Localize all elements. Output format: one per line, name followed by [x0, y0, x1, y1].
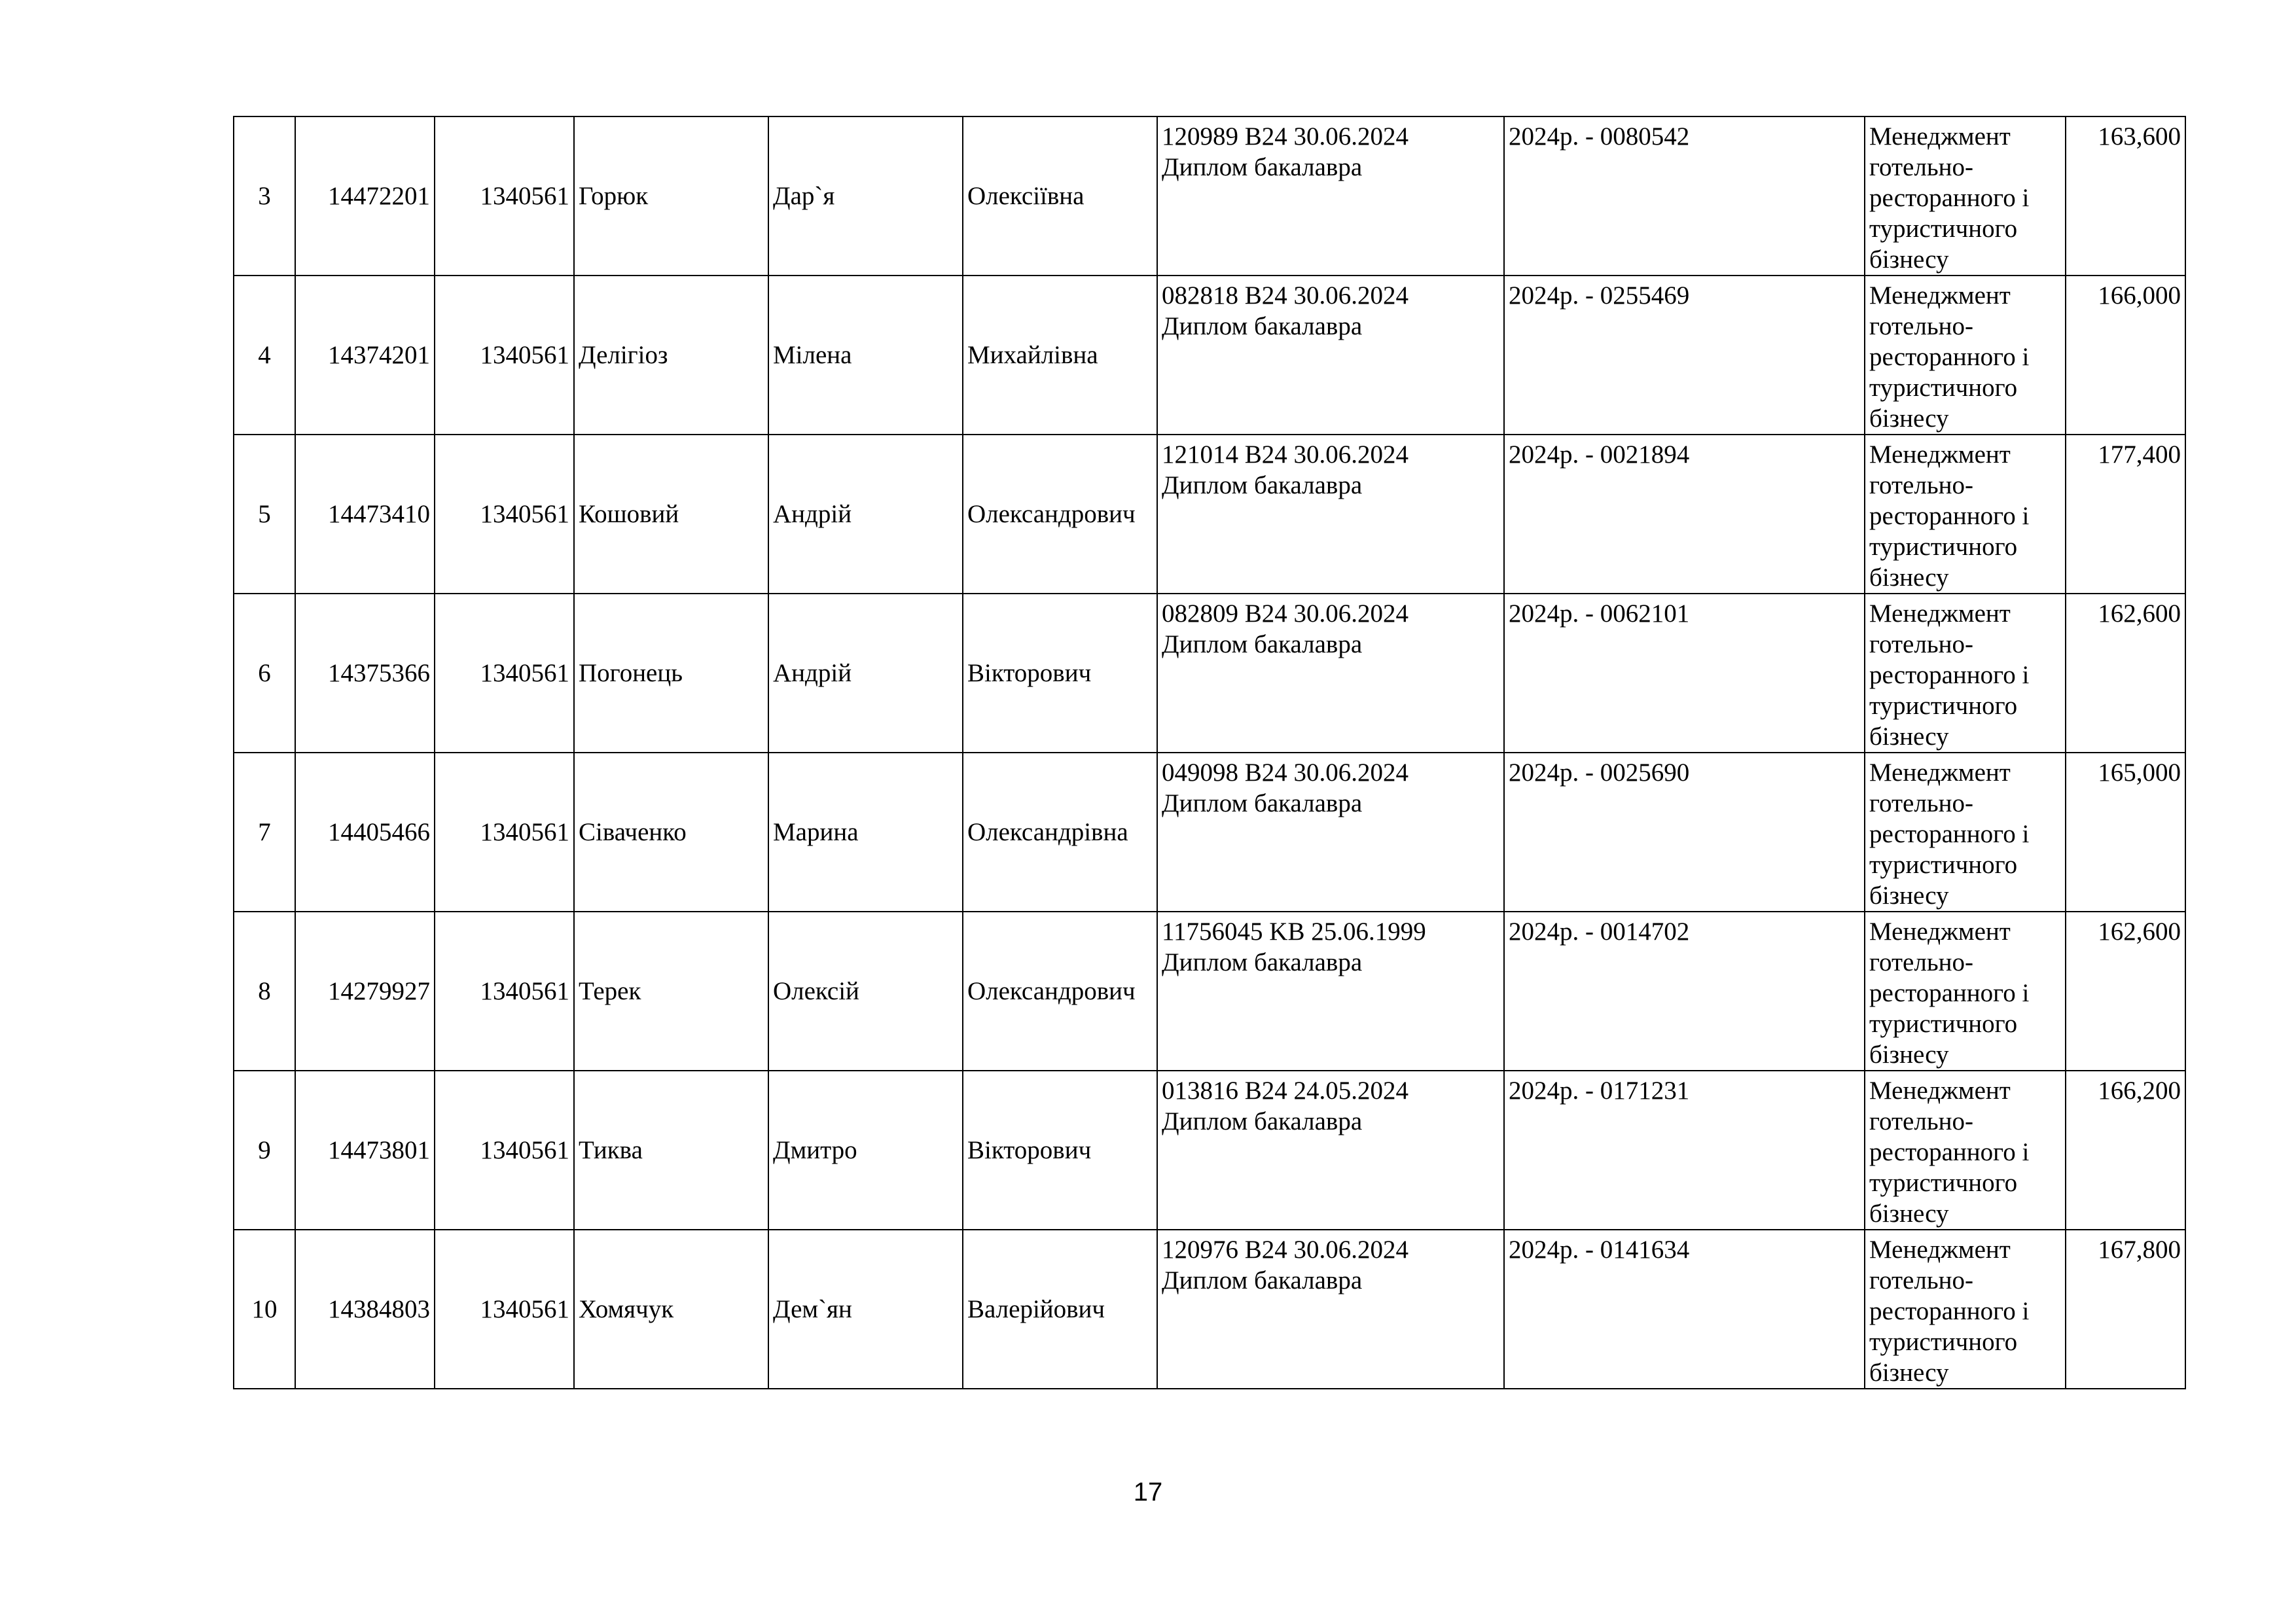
- table-row: [234, 435, 2185, 594]
- offer-code-cell: 1340561: [435, 594, 574, 753]
- offer-code-cell: 1340561: [435, 1071, 574, 1230]
- patronymic-cell: Вікторович: [963, 1071, 1157, 1230]
- certificate-cell: 2024р. - 0255469: [1504, 276, 1865, 435]
- person-id-cell: 14473410: [295, 435, 435, 594]
- patronymic-cell: Олександрівна: [963, 753, 1157, 912]
- document-cell: [1157, 276, 1504, 435]
- program-line: ресторанного і: [1869, 1138, 2030, 1166]
- program-line: бізнесу: [1869, 882, 1949, 910]
- row-number-cell: 8: [234, 912, 295, 1071]
- row-number-cell: 9: [234, 1071, 295, 1230]
- program-cell: [1865, 1071, 2066, 1230]
- first-name-cell: Дмитро: [768, 1071, 963, 1230]
- program-cell: [1865, 1230, 2066, 1389]
- program-line: Менеджмент: [1869, 1077, 2011, 1105]
- program-line: бізнесу: [1869, 245, 1949, 274]
- person-id-cell: 14375366: [295, 594, 435, 753]
- program-line: Менеджмент: [1869, 758, 2011, 787]
- program-cell: [1865, 912, 2066, 1071]
- certificate-cell: 2024р. - 0080542: [1504, 116, 1865, 276]
- patronymic-cell: Олексіївна: [963, 116, 1157, 276]
- person-id-cell: 14473801: [295, 1071, 435, 1230]
- offer-code-cell: 1340561: [435, 753, 574, 912]
- score-cell: 177,400: [2066, 435, 2185, 594]
- program-line: готельно-: [1869, 789, 1973, 817]
- document-type: Диплом бакалавра: [1162, 1266, 1363, 1294]
- program-line: ресторанного і: [1869, 343, 2030, 371]
- document-cell: [1157, 1230, 1504, 1389]
- document-cell: [1157, 435, 1504, 594]
- program-line: Менеджмент: [1869, 122, 2011, 151]
- program-line: ресторанного і: [1869, 1297, 2030, 1325]
- first-name-cell: Андрій: [768, 594, 963, 753]
- surname-cell: Тиква: [574, 1071, 768, 1230]
- program-line: Менеджмент: [1869, 440, 2011, 469]
- program-cell: [1865, 116, 2066, 276]
- document-number: 013816 В24 24.05.2024: [1162, 1077, 1409, 1105]
- document-cell: [1157, 753, 1504, 912]
- table-row: [234, 116, 2185, 276]
- surname-cell: Делігіоз: [574, 276, 768, 435]
- program-line: ресторанного і: [1869, 979, 2030, 1007]
- offer-code-cell: 1340561: [435, 912, 574, 1071]
- program-line: Менеджмент: [1869, 281, 2011, 310]
- person-id-cell: 14279927: [295, 912, 435, 1071]
- program-line: туристичного: [1869, 1169, 2018, 1197]
- program-line: Менеджмент: [1869, 599, 2011, 628]
- person-id-cell: 14472201: [295, 116, 435, 276]
- surname-cell: Горюк: [574, 116, 768, 276]
- row-number-cell: 3: [234, 116, 295, 276]
- row-number-cell: 7: [234, 753, 295, 912]
- first-name-cell: Дар`я: [768, 116, 963, 276]
- score-cell: 166,200: [2066, 1071, 2185, 1230]
- surname-cell: Терек: [574, 912, 768, 1071]
- document-number: 120976 В24 30.06.2024: [1162, 1236, 1409, 1264]
- surname-cell: Кошовий: [574, 435, 768, 594]
- program-cell: [1865, 276, 2066, 435]
- program-cell: [1865, 753, 2066, 912]
- document-type: Диплом бакалавра: [1162, 948, 1363, 976]
- applicants-table: [233, 116, 2186, 1389]
- document-type: Диплом бакалавра: [1162, 630, 1363, 658]
- document-cell: [1157, 116, 1504, 276]
- patronymic-cell: Олександрович: [963, 435, 1157, 594]
- table-row: [234, 276, 2185, 435]
- certificate-cell: 2024р. - 0141634: [1504, 1230, 1865, 1389]
- page-number: 17: [1133, 1478, 1163, 1507]
- program-cell: [1865, 435, 2066, 594]
- program-line: бізнесу: [1869, 563, 1949, 592]
- program-line: готельно-: [1869, 1266, 1973, 1294]
- document-cell: [1157, 594, 1504, 753]
- row-number-cell: 6: [234, 594, 295, 753]
- program-line: туристичного: [1869, 851, 2018, 879]
- document-number: 049098 В24 30.06.2024: [1162, 758, 1409, 787]
- offer-code-cell: 1340561: [435, 116, 574, 276]
- first-name-cell: Андрій: [768, 435, 963, 594]
- table-row: [234, 1071, 2185, 1230]
- offer-code-cell: 1340561: [435, 435, 574, 594]
- program-line: Менеджмент: [1869, 1236, 2011, 1264]
- program-line: туристичного: [1869, 1328, 2018, 1356]
- certificate-cell: 2024р. - 0021894: [1504, 435, 1865, 594]
- program-line: готельно-: [1869, 1107, 1973, 1135]
- program-line: ресторанного і: [1869, 820, 2030, 848]
- certificate-cell: 2024р. - 0062101: [1504, 594, 1865, 753]
- program-line: ресторанного і: [1869, 502, 2030, 530]
- program-line: готельно-: [1869, 471, 1973, 499]
- program-line: Менеджмент: [1869, 918, 2011, 946]
- table-row: [234, 912, 2185, 1071]
- score-cell: 162,600: [2066, 594, 2185, 753]
- score-cell: 162,600: [2066, 912, 2185, 1071]
- program-line: туристичного: [1869, 692, 2018, 720]
- score-cell: 166,000: [2066, 276, 2185, 435]
- person-id-cell: 14374201: [295, 276, 435, 435]
- program-line: бізнесу: [1869, 722, 1949, 751]
- program-line: бізнесу: [1869, 404, 1949, 433]
- document-type: Диплом бакалавра: [1162, 471, 1363, 499]
- document-number: 121014 В24 30.06.2024: [1162, 440, 1409, 469]
- document-type: Диплом бакалавра: [1162, 153, 1363, 181]
- surname-cell: Погонець: [574, 594, 768, 753]
- first-name-cell: Дем`ян: [768, 1230, 963, 1389]
- document-type: Диплом бакалавра: [1162, 312, 1363, 340]
- program-line: туристичного: [1869, 1010, 2018, 1038]
- program-line: бізнесу: [1869, 1200, 1949, 1228]
- table-row: [234, 1230, 2185, 1389]
- program-line: бізнесу: [1869, 1041, 1949, 1069]
- program-line: ресторанного і: [1869, 184, 2030, 212]
- score-cell: 163,600: [2066, 116, 2185, 276]
- first-name-cell: Марина: [768, 753, 963, 912]
- certificate-cell: 2024р. - 0014702: [1504, 912, 1865, 1071]
- person-id-cell: 14405466: [295, 753, 435, 912]
- document-number: 082818 В24 30.06.2024: [1162, 281, 1409, 310]
- document-number: 082809 В24 30.06.2024: [1162, 599, 1409, 628]
- certificate-cell: 2024р. - 0171231: [1504, 1071, 1865, 1230]
- row-number-cell: 10: [234, 1230, 295, 1389]
- patronymic-cell: Вікторович: [963, 594, 1157, 753]
- table-row: [234, 594, 2185, 753]
- program-line: ресторанного і: [1869, 661, 2030, 689]
- person-id-cell: 14384803: [295, 1230, 435, 1389]
- offer-code-cell: 1340561: [435, 1230, 574, 1389]
- table-row: [234, 753, 2185, 912]
- document-number: 120989 В24 30.06.2024: [1162, 122, 1409, 151]
- document-type: Диплом бакалавра: [1162, 789, 1363, 817]
- document-type: Диплом бакалавра: [1162, 1107, 1363, 1135]
- document-cell: [1157, 912, 1504, 1071]
- patronymic-cell: Валерійович: [963, 1230, 1157, 1389]
- program-line: готельно-: [1869, 948, 1973, 976]
- program-line: туристичного: [1869, 533, 2018, 561]
- program-cell: [1865, 594, 2066, 753]
- patronymic-cell: Михайлівна: [963, 276, 1157, 435]
- program-line: готельно-: [1869, 630, 1973, 658]
- patronymic-cell: Олександрович: [963, 912, 1157, 1071]
- document-cell: [1157, 1071, 1504, 1230]
- certificate-cell: 2024р. - 0025690: [1504, 753, 1865, 912]
- program-line: туристичного: [1869, 374, 2018, 402]
- surname-cell: Хомячук: [574, 1230, 768, 1389]
- surname-cell: Сіваченко: [574, 753, 768, 912]
- score-cell: 167,800: [2066, 1230, 2185, 1389]
- row-number-cell: 5: [234, 435, 295, 594]
- offer-code-cell: 1340561: [435, 276, 574, 435]
- row-number-cell: 4: [234, 276, 295, 435]
- program-line: туристичного: [1869, 215, 2018, 243]
- first-name-cell: Олексій: [768, 912, 963, 1071]
- document-number: 11756045 KB 25.06.1999: [1162, 918, 1426, 946]
- program-line: бізнесу: [1869, 1359, 1949, 1387]
- program-line: готельно-: [1869, 153, 1973, 181]
- program-line: готельно-: [1869, 312, 1973, 340]
- score-cell: 165,000: [2066, 753, 2185, 912]
- first-name-cell: Мілена: [768, 276, 963, 435]
